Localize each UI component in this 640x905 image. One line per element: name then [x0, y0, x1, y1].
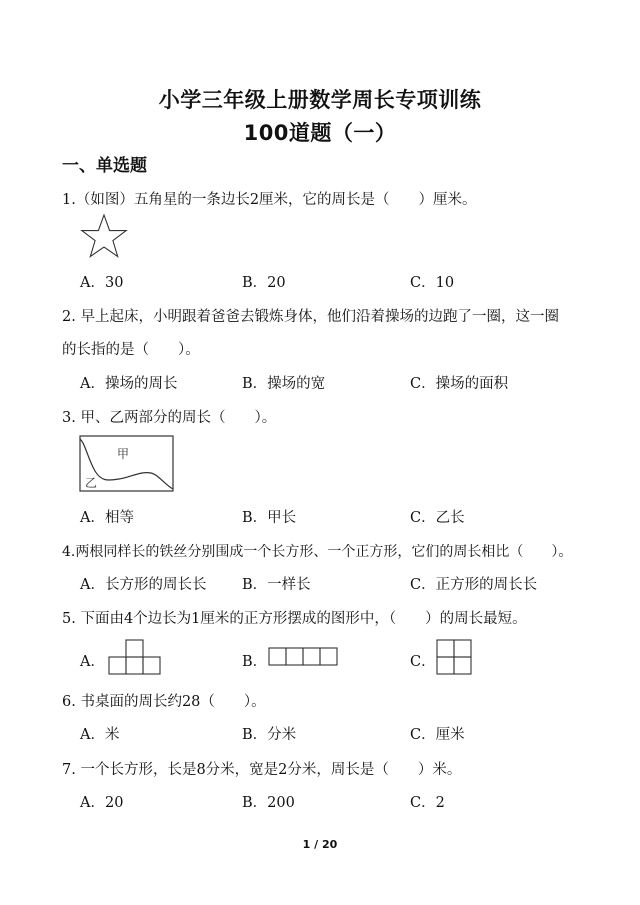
page-subtitle: 100道题（一）: [243, 121, 397, 145]
question-4-text: 4.两根同样长的铁丝分别围成一个长方形、一个正方形，它们的周长相比（ ）。: [62, 544, 573, 560]
page-number: 1 / 20: [302, 838, 338, 851]
question-5-option-a[interactable]: A．: [80, 654, 105, 670]
question-6-text: 6. 书桌面的周长约28（ ）。: [62, 694, 266, 710]
page-title: 小学三年级上册数学周长专项训练: [158, 88, 482, 112]
question-2-option-a[interactable]: A．操场的周长: [80, 376, 178, 392]
question-3-option-c[interactable]: C．乙长: [410, 510, 465, 526]
question-1-option-b[interactable]: B．20: [242, 275, 286, 291]
shape-b-figure: [268, 647, 340, 667]
question-5-option-b[interactable]: B．: [242, 654, 268, 670]
question-3-text: 3. 甲、乙两部分的周长（ ）。: [62, 410, 277, 426]
question-7-option-a[interactable]: A．20: [80, 795, 124, 811]
question-5-option-c[interactable]: C．: [410, 654, 436, 670]
question-6-option-b[interactable]: B．分米: [242, 727, 297, 743]
question-2-option-c[interactable]: C．操场的面积: [410, 376, 509, 392]
question-3-option-b[interactable]: B．甲长: [242, 510, 297, 526]
label-yi: 乙: [85, 476, 98, 490]
question-7-option-c[interactable]: C．2: [410, 795, 445, 811]
question-2-option-b[interactable]: B．操场的宽: [242, 376, 326, 392]
question-1-option-c[interactable]: C．10: [410, 275, 455, 291]
question-3-option-a[interactable]: A．相等: [80, 510, 134, 526]
question-2-text: 2. 早上起床，小明跟着爸爸去锻炼身体，他们沿着操场的边跑了一圈，这一圈: [62, 309, 559, 325]
shape-a-figure: [107, 639, 163, 675]
question-7-text: 7. 一个长方形，长是8分米，宽是2分米，周长是（ ）米。: [62, 762, 462, 778]
question-2-text-cont: 的长指的是（ ）。: [62, 342, 200, 358]
question-1-option-a[interactable]: A．30: [80, 275, 124, 291]
shape-c-figure: [436, 639, 474, 677]
question-6-option-c[interactable]: C．厘米: [410, 727, 465, 743]
label-jia: 甲: [117, 447, 130, 461]
section-title: 一、单选题: [62, 156, 147, 176]
question-4-option-b[interactable]: B．一样长: [242, 577, 311, 593]
question-4-option-a[interactable]: A．长方形的周长长: [80, 577, 207, 593]
question-5-text: 5. 下面由4个边长为1厘米的正方形摆成的图形中，（ ）的周长最短。: [62, 611, 527, 627]
star-figure: [79, 213, 129, 259]
question-6-option-a[interactable]: A．米: [80, 727, 120, 743]
region-figure: [79, 435, 175, 493]
question-4-option-c[interactable]: C．正方形的周长长: [410, 577, 538, 593]
question-7-option-b[interactable]: B．200: [242, 795, 295, 811]
question-1-text: 1.（如图）五角星的一条边长2厘米，它的周长是（ ）厘米。: [62, 192, 477, 208]
